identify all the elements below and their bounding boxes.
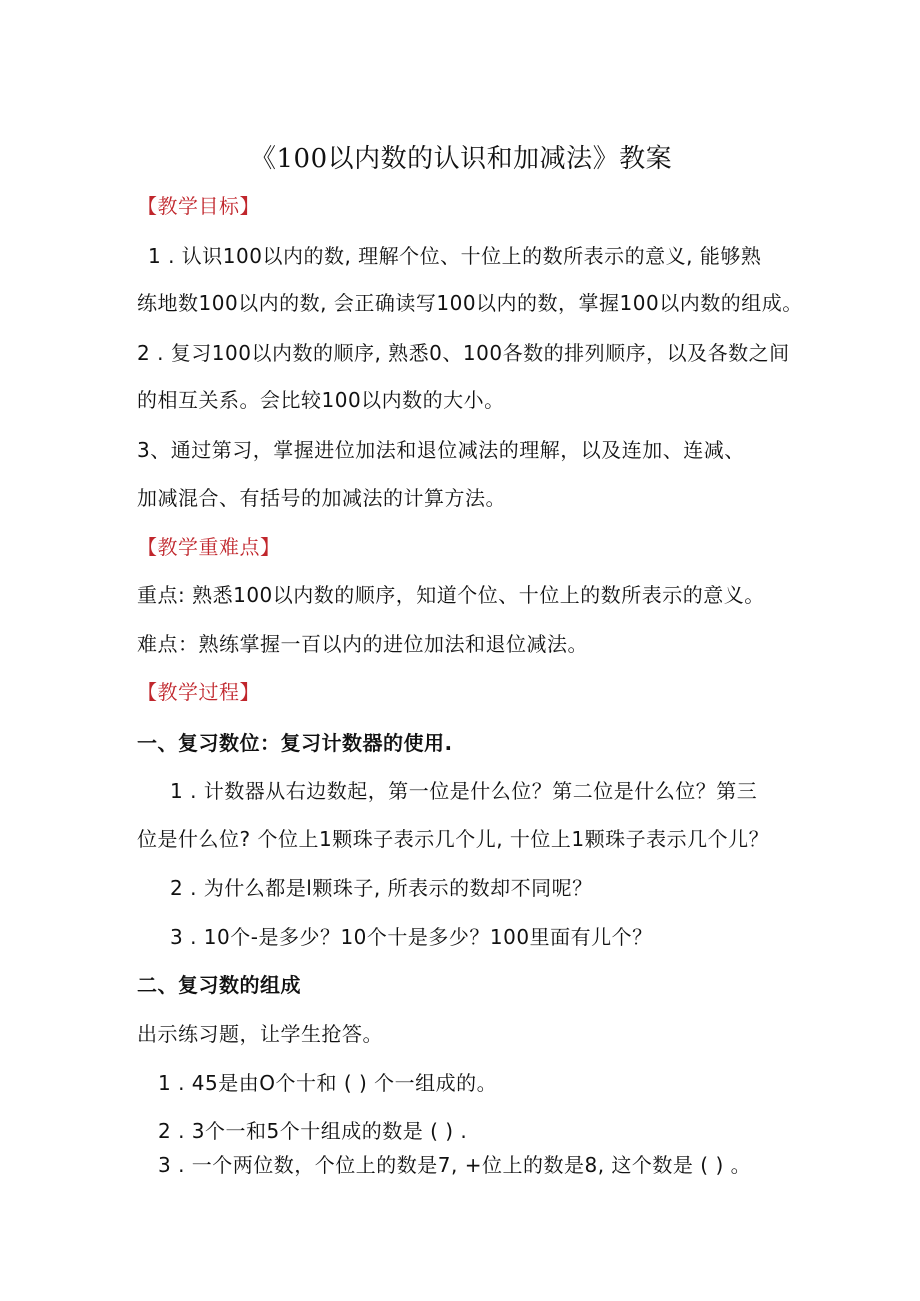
objective-1-line-2: 练地数100以内的数, 会正确读写100以内的数，掌握100以内数的组成。 [137,291,803,315]
part1-heading: 一、复习数位：复习计数器的使用. [137,731,453,755]
part1-line-1: 1 . 计数器从右边数起，第一位是什么位？第二位是什么位？第三 [170,779,758,803]
part2-intro: 出示练习题，让学生抢答。 [137,1022,383,1046]
part1-line-3: 2 . 为什么都是l颗珠子, 所表示的数却不同呢？ [170,876,593,900]
objective-3-line-1: 3、通过第习，掌握进位加法和退位减法的理解，以及连加、连减、 [137,438,745,462]
objectives-heading: 【教学目标】 [137,194,260,218]
part1-line-2: 位是什么位? 个位上1颗珠子表示几个儿, 十位上1颗珠子表示几个儿？ [137,827,770,851]
part2-exercise-1: 1 . 45是由O个十和 ( ) 个一组成的。 [158,1071,498,1095]
part1-line-4: 3 . 10个-是多少？10个十是多少？100里面有儿个？ [170,925,653,949]
key-point-line: 重点: 熟悉100以内数的顺序，知道个位、十位上的数所表示的意义。 [137,583,765,607]
difficult-point-line: 难点：熟练掌握一百以内的进位加法和退位减法。 [137,632,588,656]
part2-heading: 二、复习数的组成 [137,973,301,997]
objective-1-line-1: 1 . 认识100以内的数, 理解个位、十位上的数所表示的意义, 能够熟 [148,244,762,268]
objective-2-line-1: 2 . 复习100以内数的顺序, 熟悉0、100各数的排列顺序，以及各数之间 [137,341,790,365]
process-heading: 【教学过程】 [137,680,260,704]
objective-3-line-2: 加减混合、有括号的加减法的计算方法。 [137,486,506,510]
key-points-heading: 【教学重难点】 [137,535,281,559]
document-title: 《100以内数的认识和加减法》教案 [250,144,673,174]
objective-2-line-2: 的相互关系。会比较100以内数的大小。 [137,388,505,412]
part2-exercise-2: 2 . 3个一和5个十组成的数是 ( ) . [158,1119,468,1143]
part2-exercise-3: 3 . 一个两位数，个位上的数是7, +位上的数是8, 这个数是 ( ) 。 [158,1153,752,1177]
